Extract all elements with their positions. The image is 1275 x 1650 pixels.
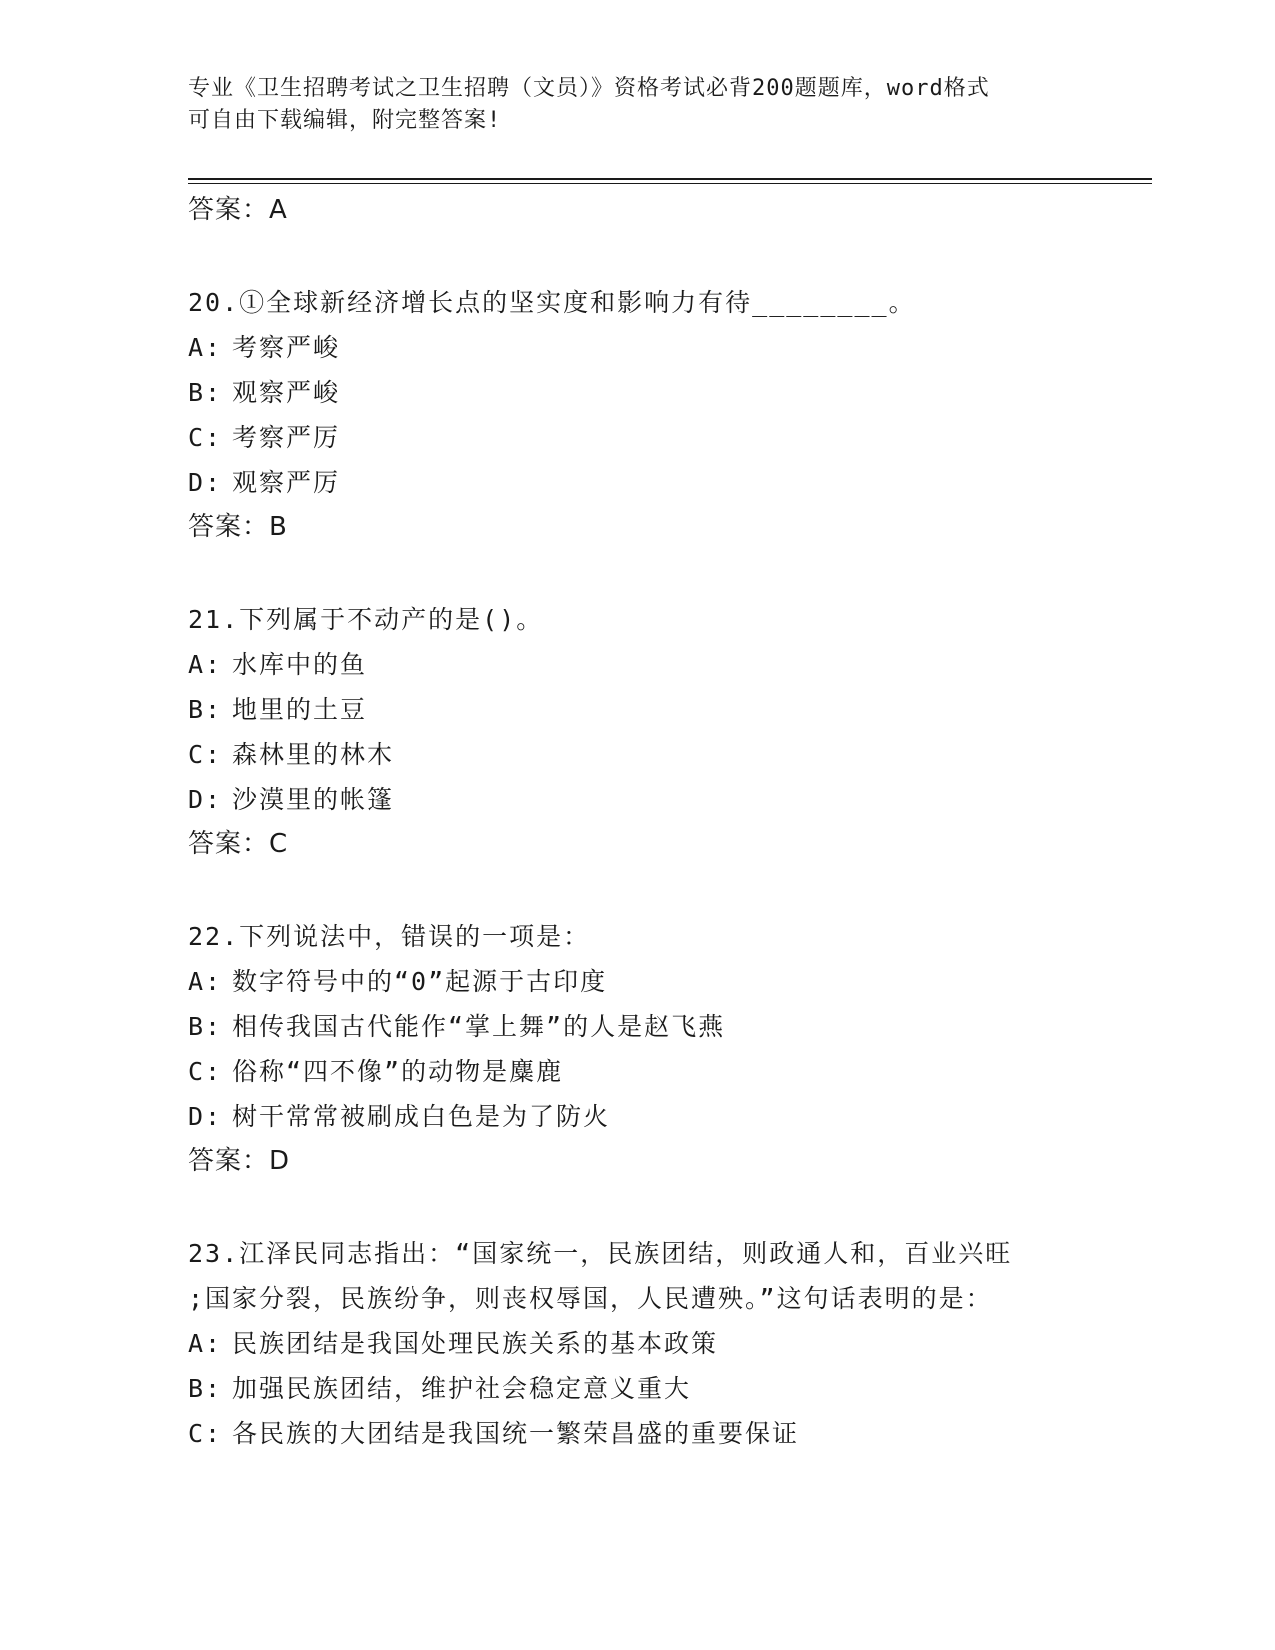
question-list [188,188,1148,1456]
question-20 [188,280,1148,549]
option-letter: D: [188,785,223,814]
spacer [188,232,1148,280]
question-stem: 20.①全球新经济增长点的坚实度和影响力有待________。 [188,288,916,317]
option-text: 沙漠里的帐篷 [232,785,395,814]
option-a [188,959,1148,1004]
option-letter: A: [188,1329,223,1358]
option-letter: B: [188,1374,223,1403]
option-letter: A: [188,333,223,362]
option-c [188,415,1148,460]
option-letter: A: [188,650,223,679]
question-stem-line-2: ;国家分裂，民族纷争，则丧权辱国，人民遭殃。”这句话表明的是： [188,1284,993,1313]
option-text: 各民族的大团结是我国统一繁荣昌盛的重要保证 [232,1419,800,1448]
spacer [188,549,1148,597]
answer-line: 答案：D [188,1146,291,1176]
option-letter: B: [188,695,223,724]
option-d [188,460,1148,505]
option-text: 考察严峻 [232,333,341,362]
option-c [188,1411,1148,1456]
option-text: 数字符号中的“0”起源于古印度 [232,967,608,996]
option-text: 观察严峻 [232,378,341,407]
option-text: 民族团结是我国处理民族关系的基本政策 [232,1329,719,1358]
option-b [188,370,1148,415]
option-letter: C: [188,740,223,769]
option-a [188,325,1148,370]
answer-line: 答案：B [188,512,288,542]
option-text: 森林里的林木 [232,740,395,769]
option-text: 水库中的鱼 [232,650,368,679]
option-letter: D: [188,1102,223,1131]
question-21 [188,597,1148,866]
option-c [188,1049,1148,1094]
option-text: 地里的土豆 [232,695,368,724]
question-22 [188,914,1148,1183]
option-letter: C: [188,423,223,452]
option-b [188,1004,1148,1049]
header-rule-thin [188,183,1152,184]
option-d [188,1094,1148,1139]
previous-answer: 答案：A [188,195,288,225]
option-b [188,1366,1148,1411]
option-c [188,732,1148,777]
option-letter: B: [188,1012,223,1041]
header-rule-thick [188,178,1152,180]
option-letter: B: [188,378,223,407]
spacer [188,1183,1148,1231]
option-d [188,777,1148,822]
option-a [188,642,1148,687]
question-stem: 21.下列属于不动产的是()。 [188,605,544,634]
page-header [188,73,1088,137]
question-stem: 22.下列说法中，错误的一项是： [188,922,591,951]
option-letter: D: [188,468,223,497]
question-stem-line-1: 23.江泽民同志指出：“国家统一，民族团结，则政通人和，百业兴旺 [188,1239,1013,1268]
answer-line: 答案：C [188,829,289,859]
option-b [188,687,1148,732]
header-line-1: 专业《卫生招聘考试之卫生招聘（文员）》资格考试必背200题题库，word格式 [188,76,990,101]
option-text: 俗称“四不像”的动物是麋鹿 [232,1057,564,1086]
option-letter: C: [188,1057,223,1086]
option-a [188,1321,1148,1366]
option-text: 加强民族团结，维护社会稳定意义重大 [232,1374,692,1403]
option-letter: C: [188,1419,223,1448]
header-line-2: 可自由下载编辑，附完整答案! [188,108,502,133]
option-text: 相传我国古代能作“掌上舞”的人是赵飞燕 [232,1012,726,1041]
option-text: 考察严厉 [232,423,341,452]
option-letter: A: [188,967,223,996]
option-text: 树干常常被刷成白色是为了防火 [232,1102,611,1131]
option-text: 观察严厉 [232,468,341,497]
question-23 [188,1231,1148,1456]
spacer [188,866,1148,914]
